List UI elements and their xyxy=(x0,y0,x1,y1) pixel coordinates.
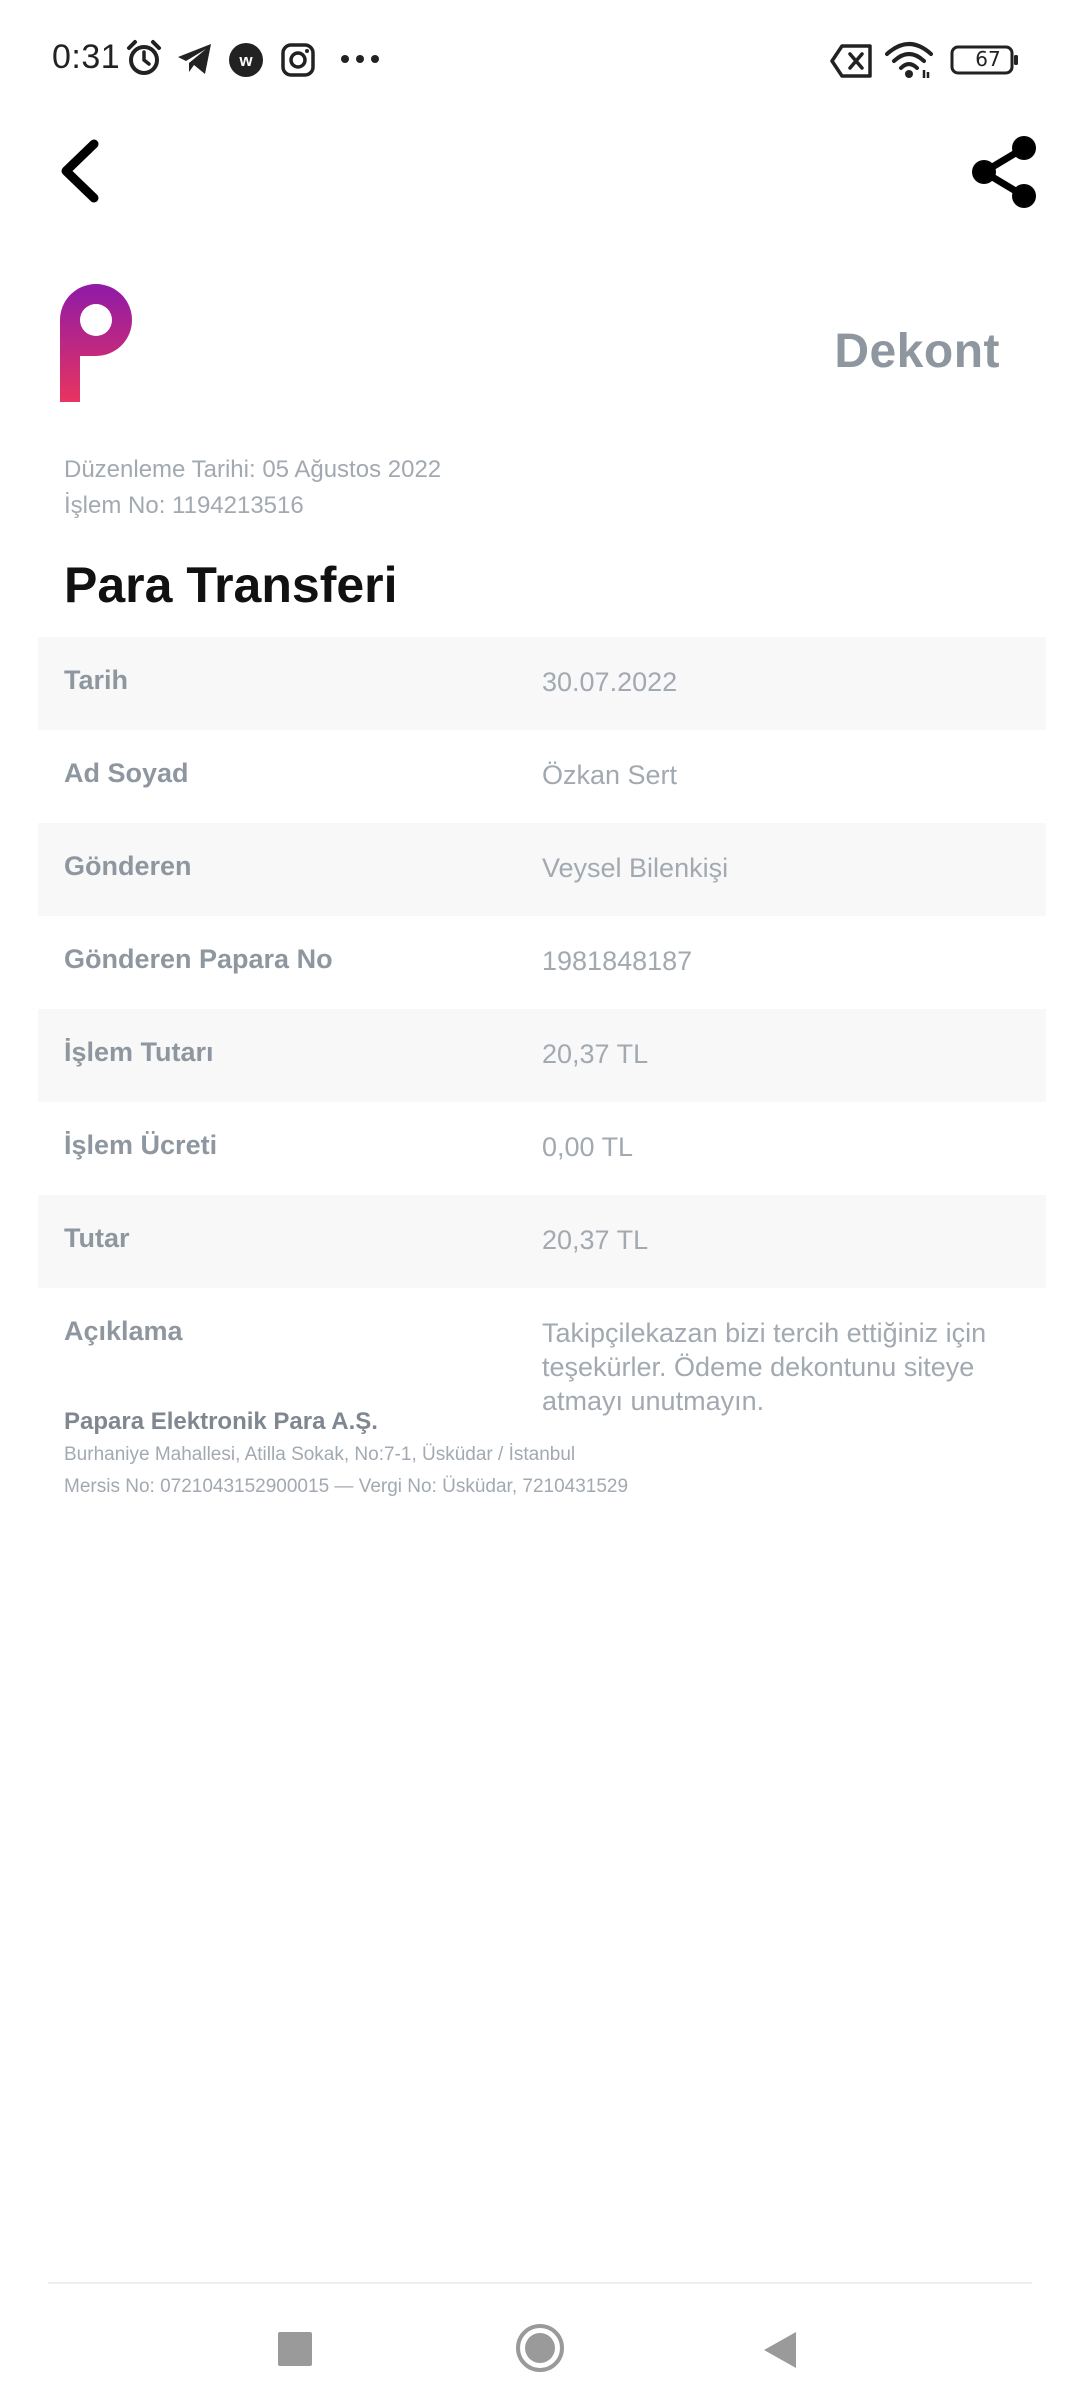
detail-row-description xyxy=(38,1288,1046,1416)
transaction-number: İşlem No: 1194213516 xyxy=(64,492,304,519)
wifi-icon xyxy=(884,40,934,80)
detail-row-date xyxy=(38,637,1046,730)
row-label: Tutar xyxy=(64,1223,130,1253)
detail-table xyxy=(38,637,1046,1416)
row-label: Tarih xyxy=(64,665,129,695)
back-button[interactable] xyxy=(54,138,104,204)
row-label: Açıklama xyxy=(64,1316,183,1346)
detail-row-fee xyxy=(38,1102,1046,1195)
papara-logo-icon xyxy=(60,284,138,402)
row-value: Veysel Bilenkişi xyxy=(542,853,729,883)
share-icon xyxy=(972,136,1036,208)
row-label: Gönderen Papara No xyxy=(64,944,333,974)
row-value: 20,37 TL xyxy=(542,1039,649,1069)
detail-row-name xyxy=(38,730,1046,823)
row-value: 20,37 TL xyxy=(542,1225,649,1255)
battery-level: 67 xyxy=(975,47,1001,71)
row-label: Gönderen xyxy=(64,851,192,881)
edit-date: Düzenleme Tarihi: 05 Ağustos 2022 xyxy=(64,456,442,483)
document-title: Dekont xyxy=(834,325,1000,378)
telegram-icon xyxy=(176,42,214,76)
alarm-icon xyxy=(124,38,164,78)
chevron-left-icon xyxy=(66,144,94,198)
row-label: İşlem Tutarı xyxy=(64,1037,214,1067)
svg-text:w: w xyxy=(239,51,253,70)
row-value: 30.07.2022 xyxy=(542,667,678,697)
more-dots-icon xyxy=(340,54,380,64)
no-sim-icon xyxy=(830,44,874,78)
detail-row-total xyxy=(38,1195,1046,1288)
back-triangle-icon[interactable] xyxy=(762,2330,798,2370)
row-value: Özkan Sert xyxy=(542,760,678,790)
share-button[interactable] xyxy=(970,134,1040,210)
company-address: Burhaniye Mahallesi, Atilla Sokak, No:7-1, Üsküdar / İstanbul xyxy=(64,1444,576,1465)
company-name: Papara Elektronik Para A.Ş. xyxy=(64,1408,378,1435)
page-title: Para Transferi xyxy=(64,557,398,613)
row-label: Ad Soyad xyxy=(64,758,189,788)
w-app-icon xyxy=(228,42,264,78)
row-label: İşlem Ücreti xyxy=(64,1130,218,1160)
status-bar xyxy=(0,0,1080,120)
status-time: 0:31 xyxy=(52,38,121,76)
nav-divider xyxy=(48,2282,1032,2284)
company-registration: Mersis No: 0721043152900015 — Vergi No: Üsküdar, 7210431529 xyxy=(64,1476,629,1497)
row-value: Takipçilekazan bizi tercih ettiğiniz için teşekürler. Ödeme dekontunu siteye atmayı unutmayın. xyxy=(542,1318,987,1416)
row-value: 0,00 TL xyxy=(542,1132,634,1162)
detail-row-amount xyxy=(38,1009,1046,1102)
recents-square-icon[interactable] xyxy=(278,2332,312,2366)
detail-row-sender-no xyxy=(38,916,1046,1009)
row-value: 1981848187 xyxy=(542,946,693,976)
home-circle-icon[interactable] xyxy=(514,2322,566,2374)
instagram-icon xyxy=(280,42,316,78)
detail-row-sender xyxy=(38,823,1046,916)
